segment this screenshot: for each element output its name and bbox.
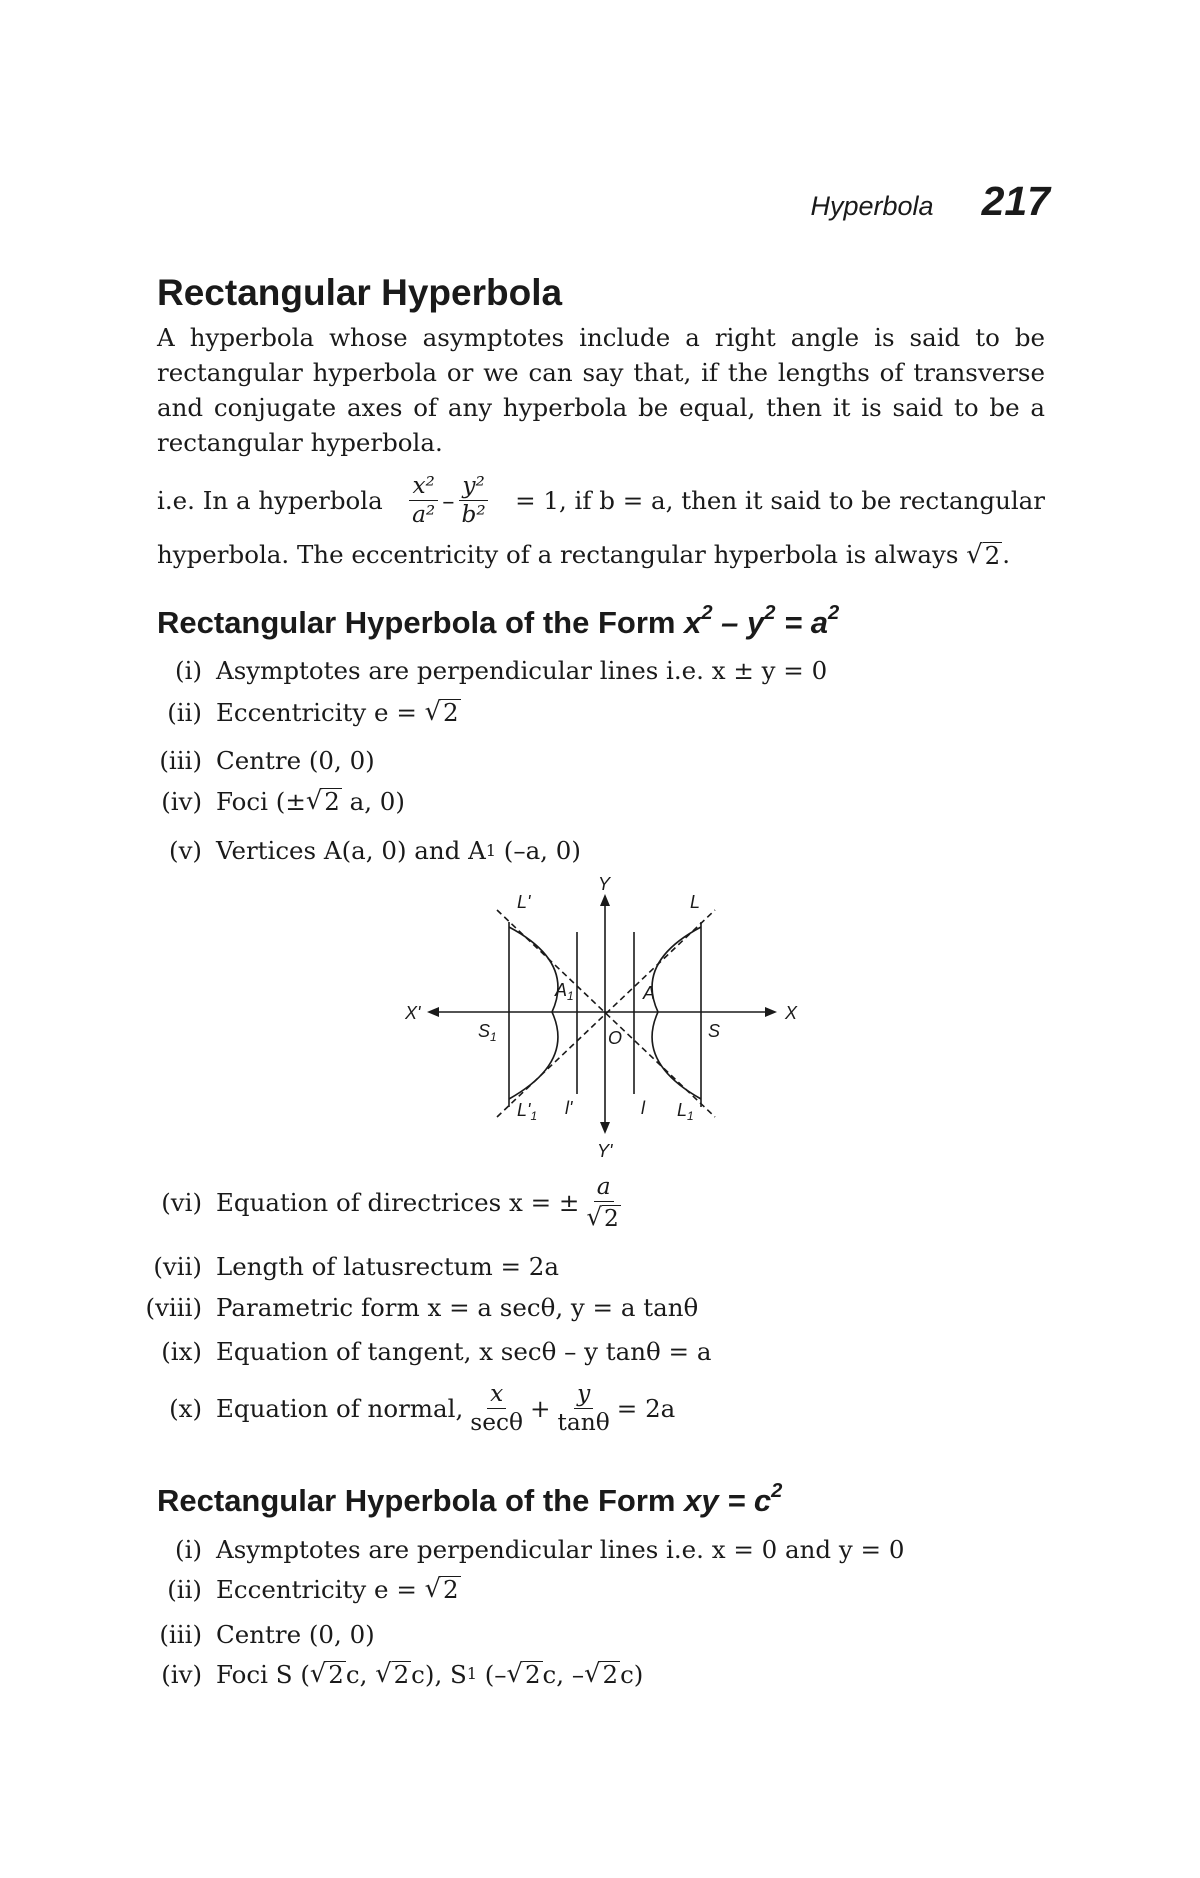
minus-sign: – [442, 485, 455, 515]
form2-title: Rectangular Hyperbola of the Form xy = $c^2$ [157, 1479, 783, 1518]
form1-item-v: (v) Vertices A(a, 0) and A 1 (–a, 0) [169, 836, 581, 865]
label-a: A [643, 983, 656, 1003]
label-y: Y [598, 874, 611, 894]
label-l1: $L_1$ [677, 1100, 694, 1123]
form1-title: Rectangular Hyperbola of the Form $x^2 - y^2 = a^2$ [157, 601, 840, 640]
form2-item-i: (i) Asymptotes are perpendicular lines i.e. x = 0 and y = 0 [175, 1535, 905, 1564]
form1-item-i: (i) Asymptotes are perpendicular lines i.e. x ± y = 0 [175, 656, 828, 685]
x-arrow [765, 1007, 777, 1017]
label-l-prime: L' [517, 892, 531, 912]
fraction-x2-a2: $\frac{\text{x²}}{\text{a²}}$ [409, 472, 438, 529]
ie-prefix: i.e. In a hyperbola [157, 485, 383, 515]
intro-paragraph: A hyperbola whose asymptotes include a right angle is said to be rectangular hyperbola or we can say that, if the lengths of transverse and conjugate axes of any hyperbola be equal, then it is said to be a rectangular hyperbola. [157, 323, 1045, 457]
hyperbola-equation [405, 472, 493, 529]
label-x-prime: X' [405, 1003, 421, 1023]
form1-item-vi: (vi) Equation of directrices x = ± a √ 2 [132, 1173, 628, 1232]
form1-item-x: (x) Equation of normal, $\frac{x}{\sec\theta}$ + $\frac{y}{\tan\theta}$ = 2a [169, 1380, 676, 1436]
label-l: L [690, 892, 701, 912]
fraction-a-root2: a √ 2 [586, 1173, 619, 1232]
form1-item-vii: (vii) Length of latusrectum = 2a [153, 1252, 559, 1281]
ie-line [157, 472, 1045, 529]
form1-item-ix: (ix) Equation of tangent, x secθ – y tanθ = a [161, 1337, 712, 1366]
form1-item-viii: (viii) Parametric form x = a secθ, y = a tanθ [145, 1293, 699, 1322]
label-y-prime: Y' [597, 1141, 613, 1161]
hyperbola-right-branch [652, 927, 701, 1099]
fraction-x-sec: $\frac{x}{\sec\theta}$ [470, 1380, 524, 1436]
y-arrow [600, 894, 610, 906]
label-x: X [785, 1003, 798, 1023]
y-prime-arrow [600, 1122, 610, 1134]
label-s: S [708, 1021, 721, 1041]
sqrt-two: √ 2 [966, 540, 1001, 571]
fraction-y-tan: $\frac{y}{\tan\theta}$ [557, 1380, 610, 1436]
form1-equation: $x^2 - y^2 = a^2$ [684, 601, 840, 640]
form2-equation: xy = $c^2$ [684, 1479, 783, 1518]
section-title: Rectangular Hyperbola [157, 272, 563, 313]
form2-item-ii: (ii) Eccentricity e = √ 2 [167, 1574, 459, 1605]
ie-condition: = 1, if b = a, then it said to be rectangular [515, 485, 1045, 515]
label-l1-prime: $L'_1$ [517, 1100, 538, 1123]
label-l-directrix: l [641, 1098, 645, 1118]
form1-item-iii: (iii) Centre (0, 0) [159, 746, 375, 775]
x-prime-arrow [427, 1007, 439, 1017]
form1-item-iv: (iv) Foci (± √ 2 a, 0) [161, 786, 405, 817]
page-header [811, 178, 1051, 225]
form2-item-iii: (iii) Centre (0, 0) [159, 1620, 375, 1649]
label-l-prime-directrix: l' [565, 1098, 573, 1118]
fraction-y2-b2: $\frac{\text{y²}}{\text{b²}}$ [459, 472, 489, 529]
label-a1: $A_1$ [555, 980, 574, 1003]
rectangular-hyperbola-figure [405, 872, 805, 1162]
running-head: Hyperbola [810, 191, 934, 221]
hyperbola-left-branch [509, 927, 558, 1099]
label-s1: $S_1$ [478, 1021, 497, 1044]
page-number: 217 [981, 178, 1050, 224]
form1-item-ii: (ii) Eccentricity e = √ 2 [167, 697, 459, 728]
label-o: O [608, 1028, 623, 1048]
eccentricity-line: hyperbola. The eccentricity of a rectangular hyperbola is always √ 2 . [157, 540, 1010, 571]
form2-item-iv: (iv) Foci S ( √ 2 c, √ 2 c), S 1 (– √ 2 c, – √ 2 c) [161, 1659, 644, 1690]
